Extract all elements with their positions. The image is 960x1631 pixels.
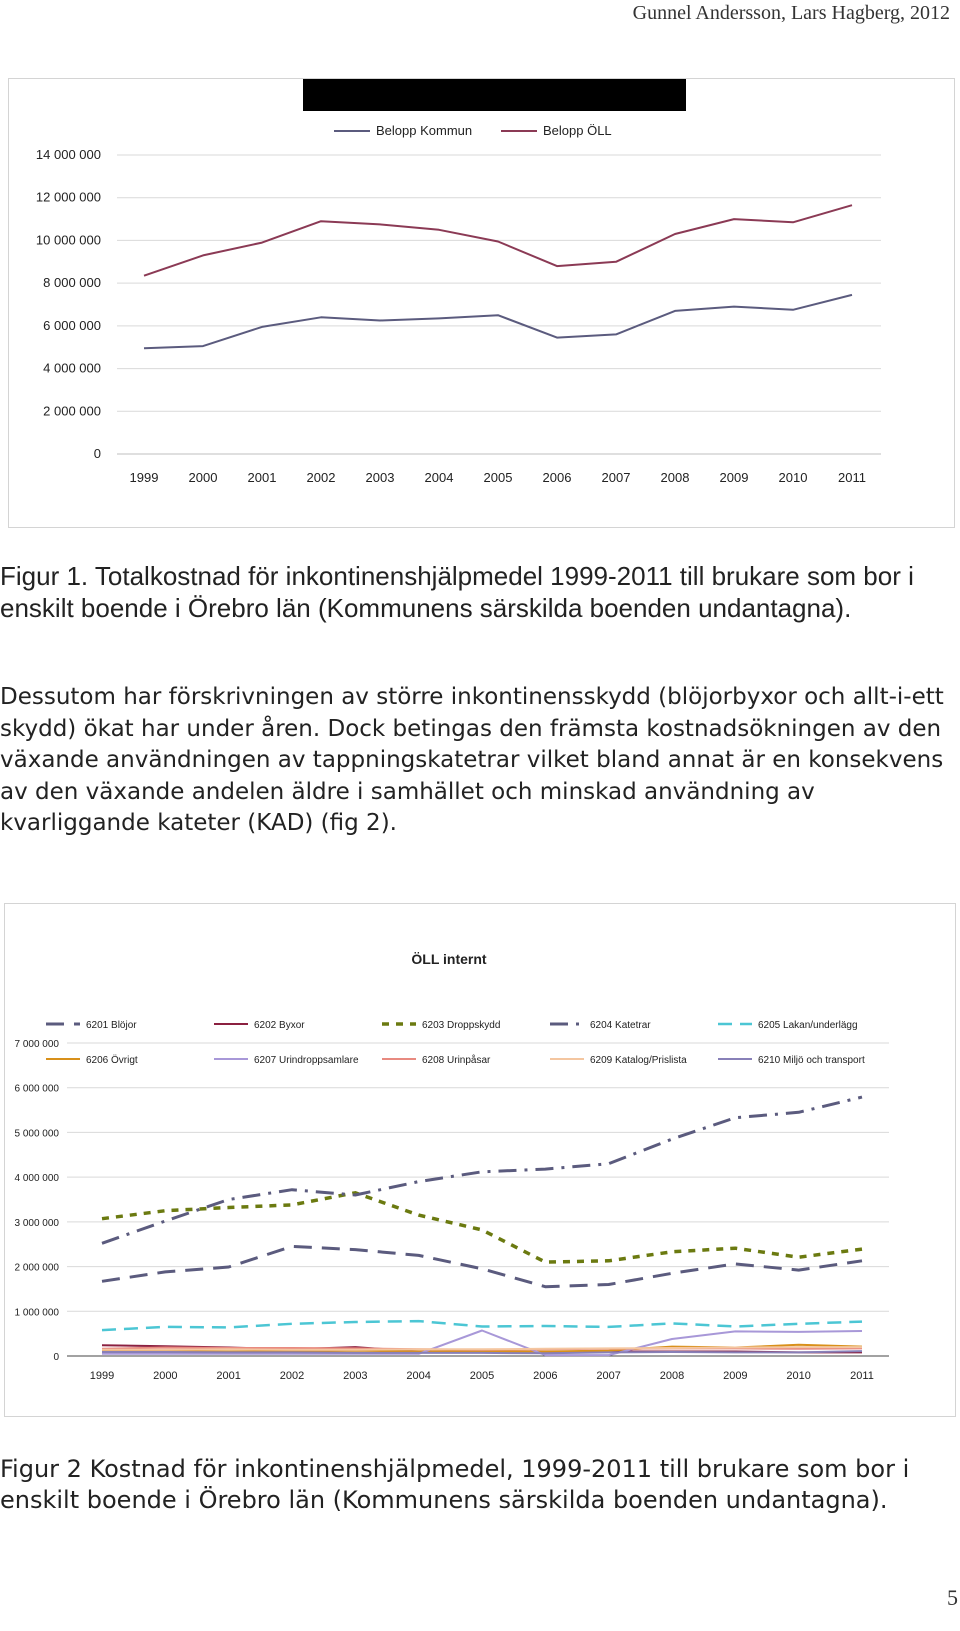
figure-1-chart-svg <box>9 79 954 527</box>
x-tick-label: 2010 <box>778 470 808 485</box>
x-tick-label: 2010 <box>786 1370 811 1382</box>
x-tick-label: 1999 <box>89 1370 115 1382</box>
y-tick-label: 4 000 000 <box>14 1173 59 1185</box>
x-tick-label: 2009 <box>719 470 749 485</box>
y-tick-label: 3 000 000 <box>14 1217 59 1229</box>
legend-label: 6205 Lakan/underlägg <box>758 1020 858 1031</box>
x-tick-label: 2001 <box>247 470 277 485</box>
legend-label: 6202 Byxor <box>254 1020 305 1031</box>
y-tick-label: 14 000 000 <box>35 147 101 162</box>
figure-1-chart <box>8 78 955 528</box>
figure-2-caption: Figur 2 Kostnad för inkontinenshjälpmedel, 1999-2011 till brukare som bor i enskilt boende i Örebro län (Kommunens särskilda boenden undantagna). <box>0 1455 910 1514</box>
x-tick-label: 2007 <box>601 470 631 485</box>
legend-label: 6208 Urinpåsar <box>422 1055 491 1066</box>
x-tick-label: 2005 <box>469 1370 495 1382</box>
y-tick-label: 4 000 000 <box>43 360 101 376</box>
x-tick-label: 2006 <box>533 1370 558 1382</box>
x-tick-label: 2000 <box>153 1370 178 1382</box>
y-tick-label: 2 000 000 <box>43 403 101 419</box>
redaction-bar <box>303 79 686 111</box>
x-tick-label: 2009 <box>723 1370 748 1382</box>
legend-label: 6204 Katetrar <box>590 1020 651 1031</box>
x-tick-label: 2004 <box>424 470 454 485</box>
y-tick-label: 6 000 000 <box>43 317 101 333</box>
x-tick-label: 2011 <box>838 470 866 485</box>
y-tick-label: 10 000 000 <box>35 232 101 248</box>
x-tick-label: 2003 <box>343 1370 368 1382</box>
page-header-authors: Gunnel Andersson, Lars Hagberg, 2012 <box>632 2 950 24</box>
legend-label: 6203 Droppskydd <box>422 1020 501 1031</box>
x-tick-label: 2011 <box>850 1370 874 1382</box>
x-tick-label: 2008 <box>659 1370 685 1382</box>
legend-label: 6210 Miljö och transport <box>758 1055 865 1066</box>
y-tick-label: 12 000 000 <box>35 189 101 205</box>
x-tick-label: 2006 <box>542 470 572 485</box>
x-tick-label: 2001 <box>216 1370 241 1382</box>
legend-label: 6201 Blöjor <box>86 1020 137 1031</box>
x-tick-label: 1999 <box>129 470 159 485</box>
y-tick-label: 0 <box>53 1352 59 1363</box>
x-tick-label: 2007 <box>596 1370 621 1382</box>
legend-label: 6206 Övrigt <box>86 1055 138 1066</box>
x-tick-label: 2008 <box>660 470 690 485</box>
y-tick-label: 1 000 000 <box>14 1307 59 1319</box>
y-tick-label: 5 000 000 <box>14 1128 59 1140</box>
figure-1-caption: Figur 1. Totalkostnad för inkontinenshjälpmedel 1999-2011 till brukare som bor i enskilt boende i Örebro län (Kommunens särskilda boenden undantagna). <box>0 561 914 623</box>
x-tick-label: 2003 <box>365 470 395 485</box>
legend-label: Belopp ÖLL <box>543 123 612 138</box>
legend-label: 6209 Katalog/Prislista <box>590 1055 687 1066</box>
y-tick-label: 7 000 000 <box>14 1039 59 1050</box>
series-line <box>102 1321 862 1330</box>
legend-label: Belopp Kommun <box>376 123 473 138</box>
y-tick-label: 2 000 000 <box>14 1262 59 1274</box>
x-tick-label: 2004 <box>406 1370 431 1382</box>
x-tick-label: 2005 <box>483 470 513 485</box>
body-paragraph: Dessutom har förskrivningen av större inkontinensskydd (blöjorbyxor och allt-i-ett skydd) ökat har under åren. Dock betingas den främsta kostnadsökningen av den växande användningen av tappningskatetrar vilket bland annat är en konsekvens av den växande andelen äldre i samhället och minskad användning av kvarliggande kateter (KAD) (fig 2). <box>0 684 944 836</box>
legend-label: 6207 Urindroppsamlare <box>254 1055 359 1066</box>
series-line <box>144 295 852 348</box>
figure-2-chart-svg <box>5 904 955 1416</box>
y-tick-label: 0 <box>93 446 101 461</box>
page-number: 5 <box>947 1585 958 1610</box>
chart-title: ÖLL internt <box>411 951 487 967</box>
y-tick-label: 6 000 000 <box>14 1083 59 1095</box>
x-tick-label: 2002 <box>279 1370 305 1382</box>
y-tick-label: 8 000 000 <box>43 275 101 291</box>
figure-2-chart <box>4 903 956 1417</box>
x-tick-label: 2002 <box>306 470 336 485</box>
x-tick-label: 2000 <box>188 470 218 485</box>
